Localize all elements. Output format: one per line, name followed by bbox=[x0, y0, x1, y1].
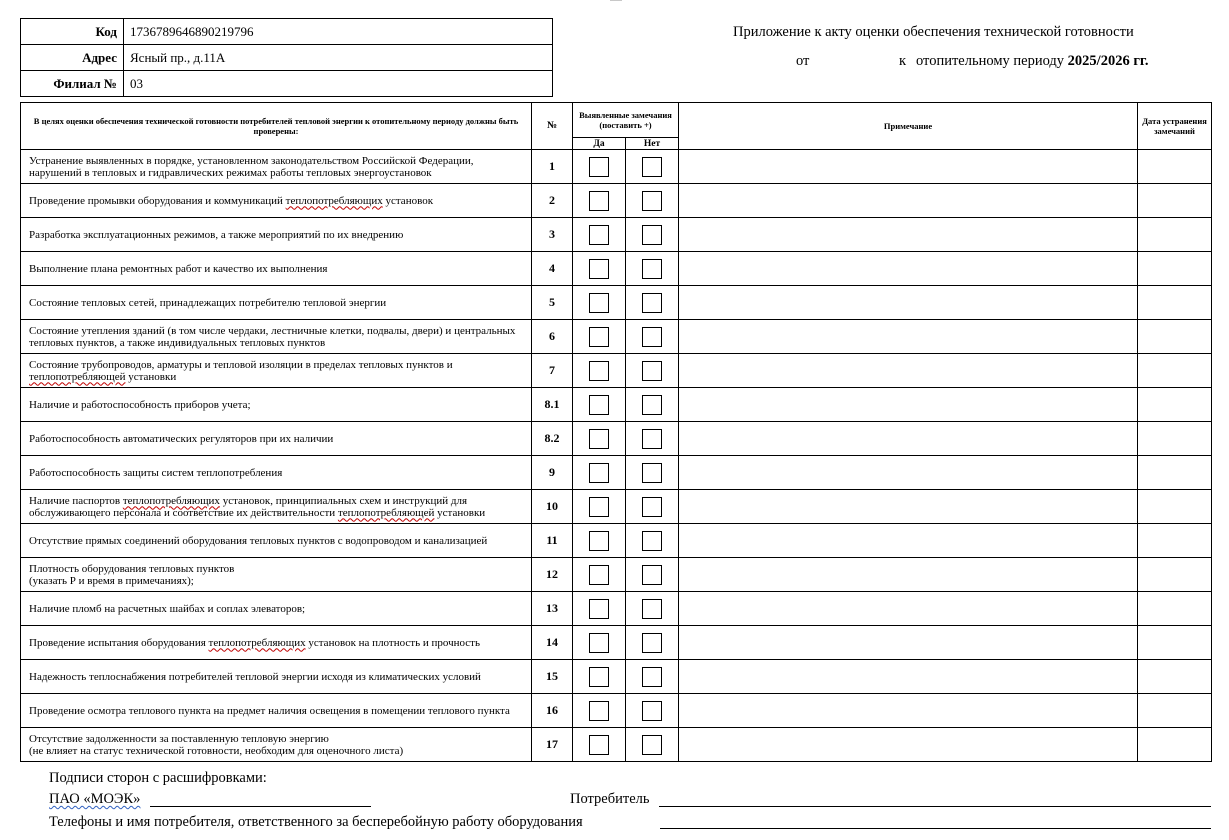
checkbox-no[interactable] bbox=[642, 157, 662, 177]
note-cell[interactable] bbox=[679, 388, 1138, 422]
table-row bbox=[21, 218, 1212, 252]
row-number: 2 bbox=[532, 184, 573, 218]
row-number: 5 bbox=[532, 286, 573, 320]
checkbox-no[interactable] bbox=[642, 259, 662, 279]
row-item-text: Наличие и работоспособность приборов учета; bbox=[21, 388, 532, 422]
note-cell[interactable] bbox=[679, 184, 1138, 218]
cell-yes bbox=[573, 150, 626, 184]
row-number: 7 bbox=[532, 354, 573, 388]
moek-label: ПАО «МОЭК» bbox=[49, 791, 141, 807]
moek-signature-label bbox=[49, 791, 140, 808]
note-cell[interactable] bbox=[679, 592, 1138, 626]
cell-yes bbox=[573, 626, 626, 660]
checkbox-yes[interactable] bbox=[589, 157, 609, 177]
checkbox-yes[interactable] bbox=[589, 259, 609, 279]
date-cell[interactable] bbox=[1138, 660, 1212, 694]
note-cell[interactable] bbox=[679, 286, 1138, 320]
cell-no bbox=[626, 558, 679, 592]
date-cell[interactable] bbox=[1138, 150, 1212, 184]
appendix-period-line bbox=[796, 53, 1149, 70]
date-cell[interactable] bbox=[1138, 388, 1212, 422]
date-cell[interactable] bbox=[1138, 592, 1212, 626]
note-cell[interactable] bbox=[679, 456, 1138, 490]
info-row-address bbox=[21, 45, 553, 71]
checkbox-no[interactable] bbox=[642, 463, 662, 483]
note-cell[interactable] bbox=[679, 728, 1138, 762]
date-cell[interactable] bbox=[1138, 456, 1212, 490]
cell-yes bbox=[573, 660, 626, 694]
cell-no bbox=[626, 422, 679, 456]
date-cell[interactable] bbox=[1138, 694, 1212, 728]
table-row bbox=[21, 456, 1212, 490]
info-table bbox=[20, 18, 553, 97]
cell-yes bbox=[573, 286, 626, 320]
cell-no bbox=[626, 252, 679, 286]
cell-no bbox=[626, 490, 679, 524]
note-cell[interactable] bbox=[679, 252, 1138, 286]
row-number: 15 bbox=[532, 660, 573, 694]
appendix-period: 2025/2026 гг. bbox=[1067, 53, 1149, 69]
note-cell[interactable] bbox=[679, 626, 1138, 660]
cell-no bbox=[626, 660, 679, 694]
row-item-text: Выполнение плана ремонтных работ и качество их выполнения bbox=[21, 252, 532, 286]
appendix-title: Приложение к акту оценки обеспечения технической готовности bbox=[733, 24, 1134, 40]
info-label: Филиал № bbox=[21, 71, 124, 97]
header-found: Выявленные замечания (поставить +) bbox=[573, 103, 679, 138]
checkbox-yes[interactable] bbox=[589, 293, 609, 313]
date-cell[interactable] bbox=[1138, 252, 1212, 286]
cell-yes bbox=[573, 558, 626, 592]
checkbox-no[interactable] bbox=[642, 293, 662, 313]
info-label: Код bbox=[21, 19, 124, 45]
checklist-table bbox=[20, 102, 1212, 762]
date-cell[interactable] bbox=[1138, 558, 1212, 592]
cell-yes bbox=[573, 184, 626, 218]
checkbox-no[interactable] bbox=[642, 225, 662, 245]
cell-no bbox=[626, 184, 679, 218]
checkbox-yes[interactable] bbox=[589, 361, 609, 381]
phones-line[interactable] bbox=[660, 828, 1211, 829]
checkbox-yes[interactable] bbox=[589, 735, 609, 755]
appendix-period-text bbox=[916, 53, 1148, 70]
date-cell[interactable] bbox=[1138, 218, 1212, 252]
row-item-text: Разработка эксплуатационных режимов, а также мероприятий по их внедрению bbox=[21, 218, 532, 252]
checkbox-yes[interactable] bbox=[589, 191, 609, 211]
row-number: 16 bbox=[532, 694, 573, 728]
cell-yes bbox=[573, 354, 626, 388]
row-number: 13 bbox=[532, 592, 573, 626]
cell-no bbox=[626, 456, 679, 490]
cell-yes bbox=[573, 252, 626, 286]
row-item-text: Плотность оборудования тепловых пунктов (указать Р и время в примечаниях); bbox=[21, 558, 532, 592]
table-row bbox=[21, 252, 1212, 286]
row-item-text: Отсутствие прямых соединений оборудования тепловых пунктов с водопроводом и канализацией bbox=[21, 524, 532, 558]
header-note: Примечание bbox=[679, 103, 1138, 150]
info-value: 1736789646890219796 bbox=[124, 19, 553, 45]
checkbox-no[interactable] bbox=[642, 701, 662, 721]
phones-label: Телефоны и имя потребителя, ответственного за бесперебойную работу оборудования bbox=[49, 814, 583, 830]
row-number: 12 bbox=[532, 558, 573, 592]
signatures-title: Подписи сторон с расшифровками: bbox=[49, 770, 267, 786]
row-item-text: Состояние утепления зданий (в том числе чердаки, лестничные клетки, подвалы, двери) и центральных тепловых пунктов, а также индивидуальных тепловых пунктов bbox=[21, 320, 532, 354]
appendix-k: к bbox=[899, 53, 907, 69]
row-number: 8.2 bbox=[532, 422, 573, 456]
cell-yes bbox=[573, 388, 626, 422]
checkbox-no[interactable] bbox=[642, 599, 662, 619]
cell-no bbox=[626, 728, 679, 762]
cell-no bbox=[626, 592, 679, 626]
checkbox-no[interactable] bbox=[642, 395, 662, 415]
checkbox-no[interactable] bbox=[642, 429, 662, 449]
note-cell[interactable] bbox=[679, 490, 1138, 524]
checkbox-no[interactable] bbox=[642, 667, 662, 687]
cell-no bbox=[626, 694, 679, 728]
table-row bbox=[21, 626, 1212, 660]
cell-yes bbox=[573, 218, 626, 252]
consumer-signature-line[interactable] bbox=[659, 806, 1211, 807]
header-number: № bbox=[532, 103, 573, 150]
checkbox-no[interactable] bbox=[642, 191, 662, 211]
table-row bbox=[21, 592, 1212, 626]
table-row bbox=[21, 320, 1212, 354]
row-number: 6 bbox=[532, 320, 573, 354]
cell-no bbox=[626, 354, 679, 388]
table-row bbox=[21, 558, 1212, 592]
row-item-text: Состояние трубопроводов, арматуры и тепловой изоляции в пределах тепловых пунктов и теплопотребляющей установки bbox=[21, 354, 532, 388]
info-value: Ясный пр., д.11А bbox=[124, 45, 553, 71]
row-number: 11 bbox=[532, 524, 573, 558]
note-cell[interactable] bbox=[679, 660, 1138, 694]
row-item-text: Отсутствие задолженности за поставленную тепловую энергию (не влияет на статус технической готовности, необходим для оценочного листа) bbox=[21, 728, 532, 762]
row-item-text: Проведение испытания оборудования теплопотребляющих установок на плотность и прочность bbox=[21, 626, 532, 660]
table-row bbox=[21, 524, 1212, 558]
row-item-text: Состояние тепловых сетей, принадлежащих потребителю тепловой энергии bbox=[21, 286, 532, 320]
checkbox-yes[interactable] bbox=[589, 565, 609, 585]
checkbox-yes[interactable] bbox=[589, 429, 609, 449]
date-cell[interactable] bbox=[1138, 490, 1212, 524]
checkbox-yes[interactable] bbox=[589, 701, 609, 721]
note-cell[interactable] bbox=[679, 422, 1138, 456]
header-no: Нет bbox=[626, 138, 679, 150]
checkbox-yes[interactable] bbox=[589, 327, 609, 347]
table-row bbox=[21, 490, 1212, 524]
note-cell[interactable] bbox=[679, 558, 1138, 592]
cell-no bbox=[626, 218, 679, 252]
cell-no bbox=[626, 524, 679, 558]
row-item-text: Проведение промывки оборудования и коммуникаций теплопотребляющих установок bbox=[21, 184, 532, 218]
cell-no bbox=[626, 150, 679, 184]
header-date: Дата устранения замечаний bbox=[1138, 103, 1212, 150]
cell-yes bbox=[573, 422, 626, 456]
info-row-code bbox=[21, 19, 553, 45]
cell-yes bbox=[573, 320, 626, 354]
header-yes: Да bbox=[573, 138, 626, 150]
row-number: 10 bbox=[532, 490, 573, 524]
moek-signature-line[interactable] bbox=[150, 806, 371, 807]
checklist-body bbox=[21, 150, 1212, 762]
checkbox-yes[interactable] bbox=[589, 599, 609, 619]
consumer-signature-label: Потребитель bbox=[570, 791, 650, 807]
table-row bbox=[21, 422, 1212, 456]
table-row bbox=[21, 286, 1212, 320]
row-number: 3 bbox=[532, 218, 573, 252]
date-cell[interactable] bbox=[1138, 354, 1212, 388]
cell-yes bbox=[573, 592, 626, 626]
note-cell[interactable] bbox=[679, 320, 1138, 354]
note-cell[interactable] bbox=[679, 524, 1138, 558]
cell-no bbox=[626, 286, 679, 320]
row-item-text: Наличие паспортов теплопотребляющих установок, принципиальных схем и инструкций для обслуживающего персонала и соответствие их действительности теплопотребляющей установки bbox=[21, 490, 532, 524]
date-cell[interactable] bbox=[1138, 524, 1212, 558]
row-item-text: Проведение осмотра теплового пункта на предмет наличия освещения в помещении теплового пункта bbox=[21, 694, 532, 728]
row-item-text: Работоспособность защиты систем теплопотребления bbox=[21, 456, 532, 490]
table-row bbox=[21, 150, 1212, 184]
note-cell[interactable] bbox=[679, 150, 1138, 184]
table-row bbox=[21, 660, 1212, 694]
cell-yes bbox=[573, 456, 626, 490]
cell-no bbox=[626, 388, 679, 422]
checkbox-yes[interactable] bbox=[589, 395, 609, 415]
cell-yes bbox=[573, 524, 626, 558]
checkbox-no[interactable] bbox=[642, 531, 662, 551]
note-cell[interactable] bbox=[679, 694, 1138, 728]
checkbox-yes[interactable] bbox=[589, 497, 609, 517]
row-item-text: Наличие пломб на расчетных шайбах и соплах элеваторов; bbox=[21, 592, 532, 626]
cell-yes bbox=[573, 728, 626, 762]
date-cell[interactable] bbox=[1138, 728, 1212, 762]
info-label: Адрес bbox=[21, 45, 124, 71]
row-item-text: Надежность теплоснабжения потребителей тепловой энергии исходя из климатических условий bbox=[21, 660, 532, 694]
row-number: 14 bbox=[532, 626, 573, 660]
row-number: 1 bbox=[532, 150, 573, 184]
checkbox-yes[interactable] bbox=[589, 633, 609, 653]
info-row-branch bbox=[21, 71, 553, 97]
row-number: 4 bbox=[532, 252, 573, 286]
cell-yes bbox=[573, 694, 626, 728]
table-row bbox=[21, 184, 1212, 218]
checkbox-no[interactable] bbox=[642, 327, 662, 347]
appendix-line2: отопительному периоду bbox=[916, 53, 1068, 69]
info-value: 03 bbox=[124, 71, 553, 97]
top-edge-mark bbox=[610, 0, 622, 1]
table-row bbox=[21, 354, 1212, 388]
date-cell[interactable] bbox=[1138, 626, 1212, 660]
checkbox-yes[interactable] bbox=[589, 463, 609, 483]
date-cell[interactable] bbox=[1138, 422, 1212, 456]
checklist-header-row bbox=[21, 103, 1212, 138]
table-row bbox=[21, 694, 1212, 728]
checkbox-yes[interactable] bbox=[589, 531, 609, 551]
row-item-text: Устранение выявленных в порядке, установленном законодательством Российской Федерации, нарушений в тепловых и гидравлических режимах работы тепловых энергоустановок bbox=[21, 150, 532, 184]
checkbox-yes[interactable] bbox=[589, 667, 609, 687]
cell-yes bbox=[573, 490, 626, 524]
checkbox-no[interactable] bbox=[642, 497, 662, 517]
date-cell[interactable] bbox=[1138, 184, 1212, 218]
checkbox-yes[interactable] bbox=[589, 225, 609, 245]
row-item-text: Работоспособность автоматических регуляторов при их наличии bbox=[21, 422, 532, 456]
row-number: 9 bbox=[532, 456, 573, 490]
note-cell[interactable] bbox=[679, 354, 1138, 388]
checkbox-no[interactable] bbox=[642, 735, 662, 755]
appendix-ot: от bbox=[796, 53, 810, 69]
row-number: 17 bbox=[532, 728, 573, 762]
note-cell[interactable] bbox=[679, 218, 1138, 252]
date-cell[interactable] bbox=[1138, 320, 1212, 354]
table-row bbox=[21, 388, 1212, 422]
checkbox-no[interactable] bbox=[642, 565, 662, 585]
header-item: В целях оценки обеспечения технической готовности потребителей тепловой энергии к отопительному периоду должны быть проверены: bbox=[21, 103, 532, 150]
cell-no bbox=[626, 626, 679, 660]
checkbox-no[interactable] bbox=[642, 633, 662, 653]
cell-no bbox=[626, 320, 679, 354]
row-number: 8.1 bbox=[532, 388, 573, 422]
table-row bbox=[21, 728, 1212, 762]
date-cell[interactable] bbox=[1138, 286, 1212, 320]
checkbox-no[interactable] bbox=[642, 361, 662, 381]
